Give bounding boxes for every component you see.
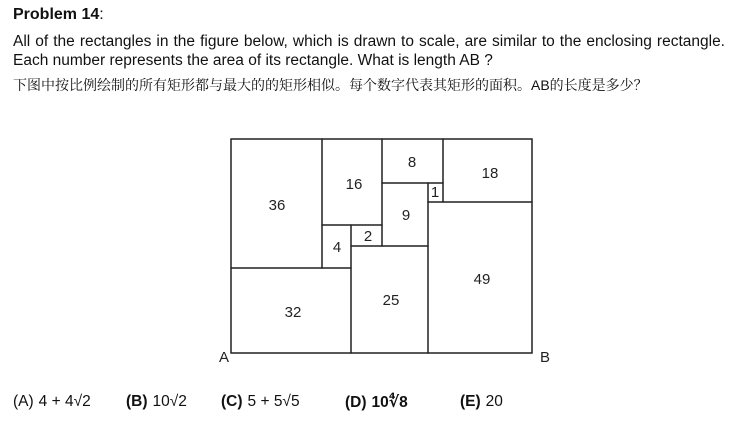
- area-label-8: 8: [407, 154, 417, 171]
- choice-e-value: 20: [485, 393, 503, 410]
- choice-d[interactable]: [345, 393, 408, 412]
- choice-c-value: 5 + 5√5: [247, 393, 300, 410]
- choice-b-value: 10√2: [152, 393, 187, 410]
- choice-a-label: (A): [13, 393, 34, 410]
- area-label-2: 2: [363, 228, 373, 245]
- point-label-b: B: [539, 349, 551, 366]
- choice-b-label: (B): [126, 393, 148, 410]
- choice-b[interactable]: [126, 393, 187, 411]
- problem-colon: :: [99, 6, 104, 23]
- point-label-a: A: [218, 349, 230, 366]
- area-label-1: 1: [430, 184, 440, 201]
- area-label-18: 18: [481, 165, 499, 182]
- area-label-25: 25: [382, 292, 400, 309]
- area-label-16: 16: [345, 176, 363, 193]
- area-label-36: 36: [268, 197, 286, 214]
- choice-c-label: (C): [221, 393, 243, 410]
- choice-e-label: (E): [460, 393, 481, 410]
- choice-a-value: 4 + 4√2: [38, 393, 91, 410]
- choice-e[interactable]: [460, 393, 503, 411]
- choice-a[interactable]: [13, 393, 91, 411]
- choice-c[interactable]: [221, 393, 300, 411]
- problem-number: Problem 14: [13, 6, 100, 23]
- area-label-4: 4: [332, 239, 342, 256]
- choice-d-value: 10∜8: [371, 394, 408, 411]
- problem-statement-english: All of the rectangles in the figure below, which is drawn to scale, are similar to the enclosing rectangle. Each number represents the area of its rectangle. What is length AB ?: [13, 33, 725, 69]
- area-label-49: 49: [473, 271, 491, 288]
- area-label-9: 9: [401, 207, 411, 224]
- choice-d-label: (D): [345, 394, 367, 411]
- problem-statement-chinese: 下图中按比例绘制的所有矩形都与最大的的矩形相似。每个数字代表其矩形的面积。AB的长度是多少？: [13, 77, 648, 93]
- area-label-32: 32: [284, 304, 302, 321]
